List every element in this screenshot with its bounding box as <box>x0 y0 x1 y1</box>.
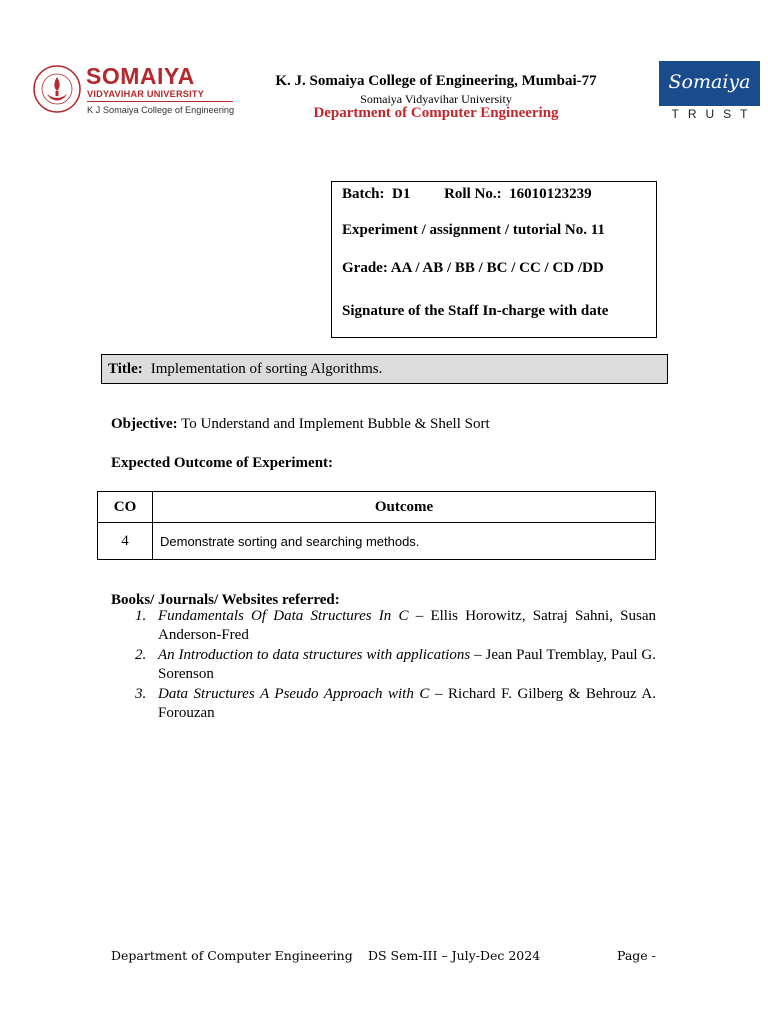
logo-brand-text: SOMAIYA <box>86 63 195 89</box>
co-header: CO <box>98 492 153 523</box>
footer-page: Page - <box>617 948 656 963</box>
list-item-number: 1. <box>135 608 147 624</box>
grade-line: Grade: AA / AB / BB / BC / CC / CD /DD <box>342 260 604 276</box>
book-title: Fundamentals Of Data Structures In C <box>158 608 409 624</box>
roll-value: 16010123239 <box>509 186 592 202</box>
outcome-table <box>97 491 656 560</box>
books-heading: Books/ Journals/ Websites referred: <box>111 592 340 608</box>
outcome-cell: Demonstrate sorting and searching methods. <box>153 523 656 560</box>
book-authors: – Richard F. Gilberg & Behrouz A. Forouzan <box>158 686 656 721</box>
batch-roll-line <box>342 186 592 203</box>
logo-subtitle: VIDYAVIHAR UNIVERSITY <box>87 89 205 99</box>
objective-value: To Understand and Implement Bubble & Shell Sort <box>181 416 490 432</box>
co-cell: 4 <box>98 523 153 560</box>
book-authors: – Ellis Horowitz, Satraj Sahni, Susan Anderson-Fred <box>158 608 656 643</box>
department-name: Department of Computer Engineering <box>313 105 559 121</box>
footer-department: Department of Computer Engineering <box>111 948 353 963</box>
trust-logo-text: TRUST <box>671 107 757 121</box>
trust-logo-script: Somaiya <box>668 71 751 93</box>
batch-value: D1 <box>392 186 411 202</box>
title-bar <box>101 354 668 384</box>
student-info-box <box>331 181 657 338</box>
experiment-number: Experiment / assignment / tutorial No. 11 <box>342 222 605 238</box>
table-header-row <box>98 492 656 523</box>
book-authors: – Jean Paul Tremblay, Paul G. Sorenson <box>158 647 656 682</box>
objective <box>111 416 490 433</box>
somaiya-university-logo <box>28 62 238 122</box>
book-title: Data Structures A Pseudo Approach with C <box>158 686 430 702</box>
list-item <box>135 646 656 684</box>
somaiya-trust-logo <box>659 61 760 121</box>
list-item <box>135 607 656 645</box>
expected-outcome-heading: Expected Outcome of Experiment: <box>111 455 334 471</box>
college-title: K. J. Somaiya College of Engineering, Mumbai-77 <box>275 73 597 89</box>
footer-semester: DS Sem-III – July-Dec 2024 <box>368 948 541 963</box>
list-item-number: 3. <box>135 686 147 702</box>
roll-label: Roll No.: <box>444 186 502 202</box>
university-seal-icon <box>32 64 82 114</box>
table-row <box>98 523 656 560</box>
title-label: Title: <box>108 361 143 377</box>
book-title: An Introduction to data structures with applications <box>158 647 471 663</box>
batch-label: Batch: <box>342 186 385 202</box>
signature-line: Signature of the Staff In-charge with date <box>342 303 609 319</box>
outcome-header: Outcome <box>153 492 656 523</box>
trust-logo-panel <box>659 61 760 106</box>
list-item-number: 2. <box>135 647 147 663</box>
list-item <box>135 685 656 723</box>
university-name: Somaiya Vidyavihar University <box>360 92 512 106</box>
title-value: Implementation of sorting Algorithms. <box>150 361 383 377</box>
logo-college: K J Somaiya College of Engineering <box>87 105 235 115</box>
logo-divider <box>87 101 233 102</box>
books-list <box>135 607 656 724</box>
objective-label: Objective: <box>111 416 178 432</box>
